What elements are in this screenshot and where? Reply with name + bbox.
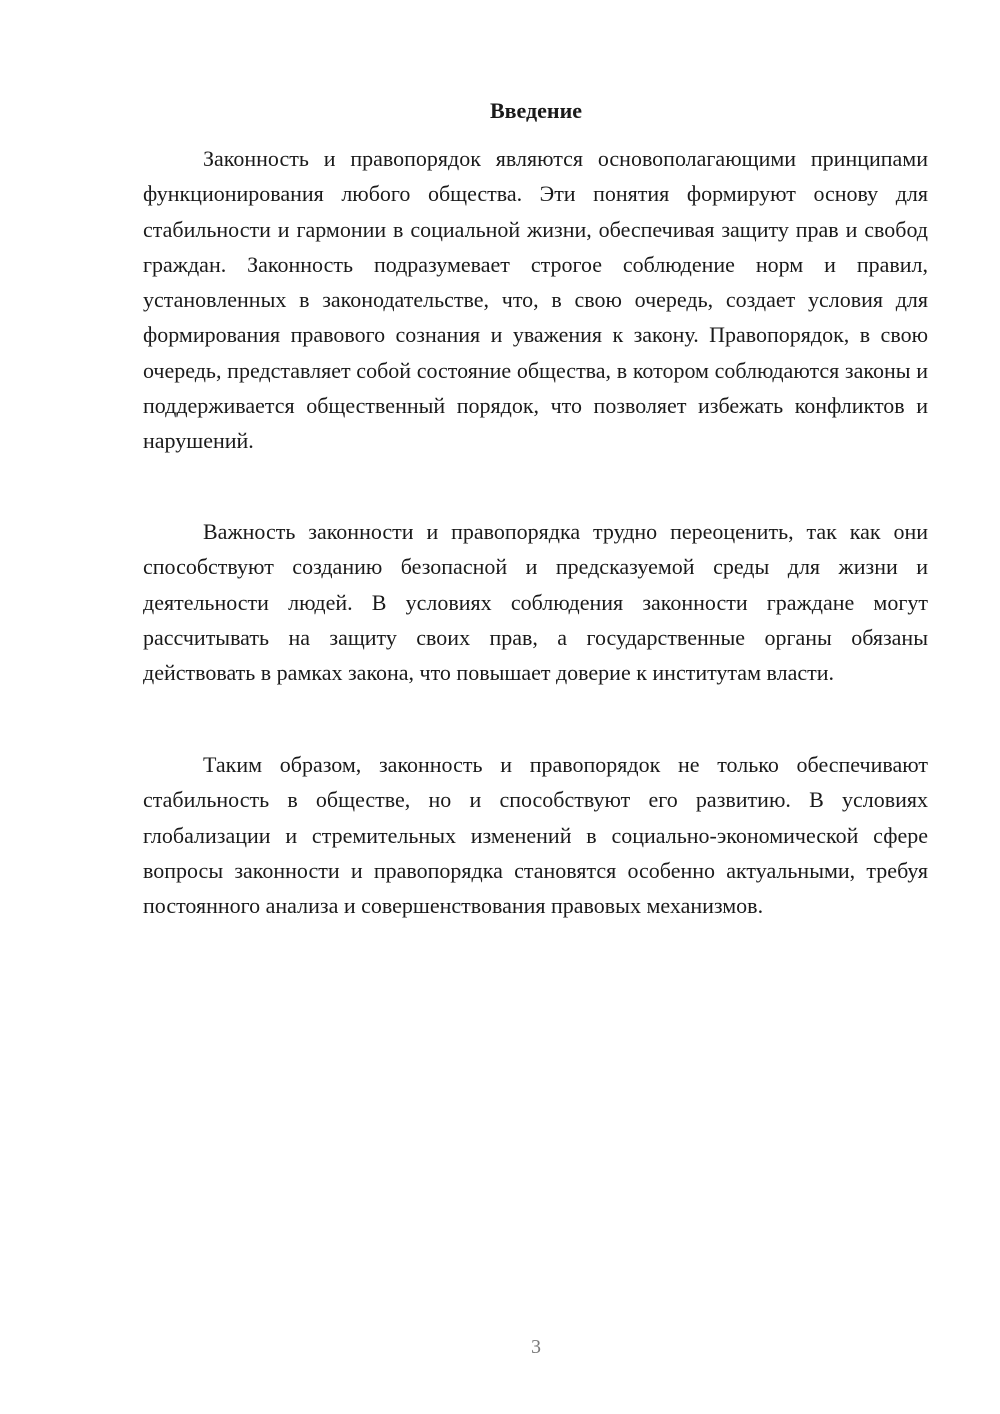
- paragraph-1: Законность и правопорядок являются основополагающими принципами функционирования любого общества. Эти понятия формируют основу для стабильности и гармонии в социальной жизни, обеспечивая защиту прав и свобод граждан. Законность подразумевает строгое соблюдение норм и правил, установленных в законодательстве, что, в свою очередь, создает условия для формирования правового сознания и уважения к закону. Правопорядок, в свою очередь, представляет собой состояние общества, в котором соблюдаются законы и поддерживается общественный порядок, что позволяет избежать конфликтов и нарушений.: [143, 146, 928, 454]
- section-heading: Введение: [489, 98, 583, 123]
- paragraph-2: Важность законности и правопорядка трудно переоценить, так как они способствуют созданию безопасной и предсказуемой среды для жизни и деятельности людей. В условиях соблюдения законности граждане могут рассчитывать на защиту своих прав, а государственные органы обязаны действовать в рамках закона, что повышает доверие к институтам власти.: [143, 519, 928, 686]
- page-number: 3: [531, 1336, 541, 1358]
- paragraph-3: Таким образом, законность и правопорядок не только обеспечивают стабильность в обществе, но и способствуют его развитию. В условиях глобализации и стремительных изменений в социально-экономической сфере вопросы законности и правопорядка становятся особенно актуальными, требуя постоянного анализа и совершенствования правовых механизмов.: [143, 752, 928, 919]
